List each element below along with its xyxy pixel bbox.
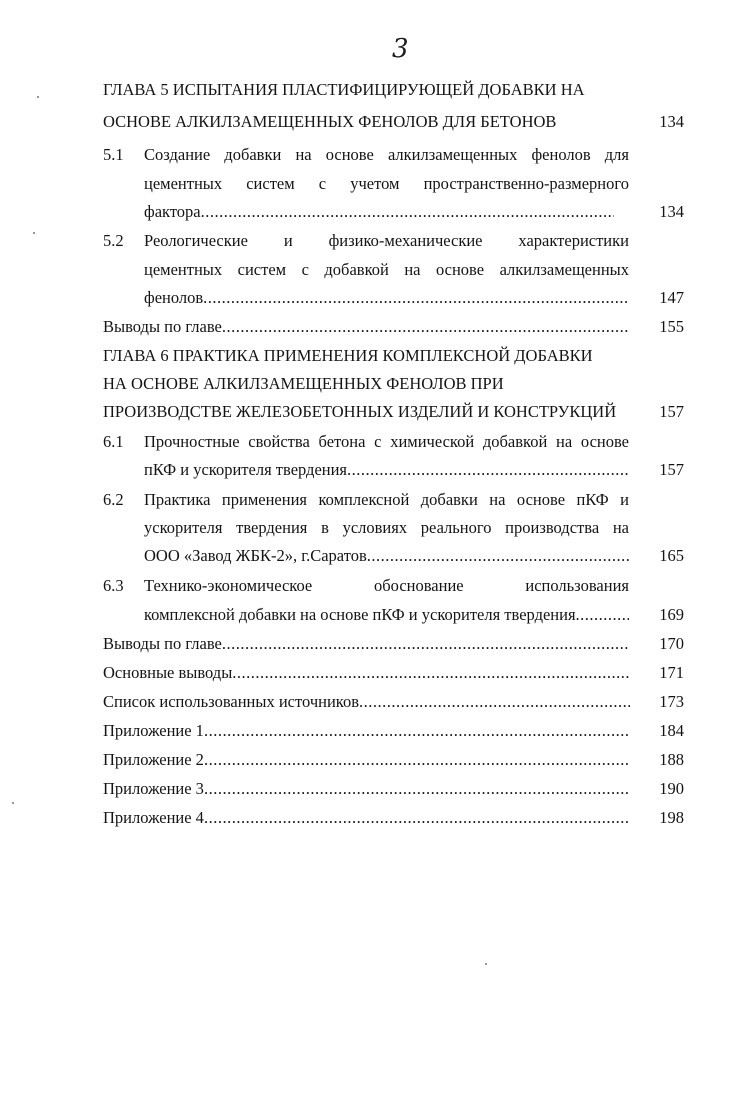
dot-leader <box>222 317 628 337</box>
section-6-1-page: 157 <box>659 460 684 479</box>
dot-leader <box>203 288 629 308</box>
section-6-2-title-text: ООО «Завод ЖБК-2», г.Саратов <box>144 546 367 565</box>
dot-leader <box>576 605 629 625</box>
dot-leader <box>204 808 630 828</box>
section-6-1-title-text: пКФ и ускорителя твердения <box>144 460 348 479</box>
section-5-1-title-line-2: цементных систем с учетом пространственно-размерного <box>144 174 629 193</box>
chapter-5-page: 134 <box>659 112 684 131</box>
dot-leader <box>204 779 630 799</box>
section-5-1-title-line-3 <box>144 202 614 222</box>
chapter-6-conclusions-page: 170 <box>659 634 684 653</box>
dot-leader <box>204 721 630 741</box>
section-6-2-title-line-2: ускорителя твердения в условиях реального производства на <box>144 518 629 537</box>
chapter-6-title-line-1: ГЛАВА 6 ПРАКТИКА ПРИМЕНЕНИЯ КОМПЛЕКСНОЙ ДОБАВКИ <box>103 346 593 365</box>
main-conclusions-label: Основные выводы <box>103 663 233 682</box>
appendix-4-page: 198 <box>659 808 684 827</box>
chapter-5-conclusions <box>103 317 628 337</box>
chapter-6-page: 157 <box>659 402 684 421</box>
section-6-3-title-line-2 <box>144 605 629 625</box>
appendix-2 <box>103 750 630 770</box>
section-6-3-title-line-1: Технико-экономическое обоснование использования <box>144 576 629 595</box>
dot-leader <box>204 750 630 770</box>
section-5-2-title-text: фенолов <box>144 288 204 307</box>
appendix-1-label: Приложение 1 <box>103 721 204 740</box>
chapter-6-title-line-2: НА ОСНОВЕ АЛКИЛЗАМЕЩЕННЫХ ФЕНОЛОВ ПРИ <box>103 374 504 393</box>
page-number: 3 <box>392 34 409 64</box>
section-5-2-page: 147 <box>659 288 684 307</box>
section-5-1-title-text: фактора <box>144 202 201 221</box>
appendix-3-label: Приложение 3 <box>103 779 204 798</box>
dot-leader <box>222 634 630 654</box>
references-page: 173 <box>659 692 684 711</box>
scan-speck <box>37 96 39 98</box>
chapter-5-title-line-1: ГЛАВА 5 ИСПЫТАНИЯ ПЛАСТИФИЦИРУЮЩЕЙ ДОБАВКИ НА <box>103 80 585 99</box>
dot-leader <box>201 202 614 222</box>
dot-leader <box>367 546 629 566</box>
scan-speck <box>12 802 14 804</box>
dot-leader <box>347 460 629 480</box>
scan-speck <box>33 232 35 234</box>
chapter-5-conclusions-page: 155 <box>659 317 684 336</box>
section-5-1-page: 134 <box>659 202 684 221</box>
section-6-1-number: 6.1 <box>103 432 124 451</box>
chapter-6-conclusions <box>103 634 630 654</box>
section-5-2-title-line-2: цементных систем с добавкой на основе алкилзамещенных <box>144 260 629 279</box>
chapter-5-conclusions-label: Выводы по главе <box>103 317 222 336</box>
appendix-2-page: 188 <box>659 750 684 769</box>
section-6-3-page: 169 <box>659 605 684 624</box>
section-6-3-number: 6.3 <box>103 576 124 595</box>
section-5-2-title-line-3 <box>144 288 629 308</box>
scan-speck <box>485 963 487 965</box>
section-5-1-title-line-1: Создание добавки на основе алкилзамещенных фенолов для <box>144 145 629 164</box>
section-6-2-title-line-3 <box>144 546 629 566</box>
section-6-2-number: 6.2 <box>103 490 124 509</box>
section-5-2-title-line-1: Реологические и физико-механические характеристики <box>144 231 629 250</box>
chapter-6-conclusions-label: Выводы по главе <box>103 634 222 653</box>
appendix-4 <box>103 808 630 828</box>
section-5-2-number: 5.2 <box>103 231 124 250</box>
appendix-1 <box>103 721 630 741</box>
appendix-4-label: Приложение 4 <box>103 808 204 827</box>
section-6-2-title-line-1: Практика применения комплексной добавки на основе пКФ и <box>144 490 629 509</box>
references <box>103 692 630 712</box>
appendix-2-label: Приложение 2 <box>103 750 204 769</box>
main-conclusions-page: 171 <box>659 663 684 682</box>
appendix-1-page: 184 <box>659 721 684 740</box>
section-6-2-page: 165 <box>659 546 684 565</box>
section-6-1-title-line-2 <box>144 460 629 480</box>
chapter-6-title-line-3: ПРОИЗВОДСТВЕ ЖЕЛЕЗОБЕТОННЫХ ИЗДЕЛИЙ И КОНСТРУКЦИЙ <box>103 402 617 421</box>
dot-leader <box>359 692 630 712</box>
section-5-1-number: 5.1 <box>103 145 124 164</box>
chapter-5-title-line-2: ОСНОВЕ АЛКИЛЗАМЕЩЕННЫХ ФЕНОЛОВ ДЛЯ БЕТОНОВ <box>103 112 557 131</box>
appendix-3 <box>103 779 630 799</box>
dot-leader <box>232 663 630 683</box>
section-6-3-title-text: комплексной добавки на основе пКФ и ускорителя твердения <box>144 605 576 624</box>
references-label: Список использованных источников <box>103 692 359 711</box>
main-conclusions <box>103 663 630 683</box>
appendix-3-page: 190 <box>659 779 684 798</box>
section-6-1-title-line-1: Прочностные свойства бетона с химической добавкой на основе <box>144 432 629 451</box>
